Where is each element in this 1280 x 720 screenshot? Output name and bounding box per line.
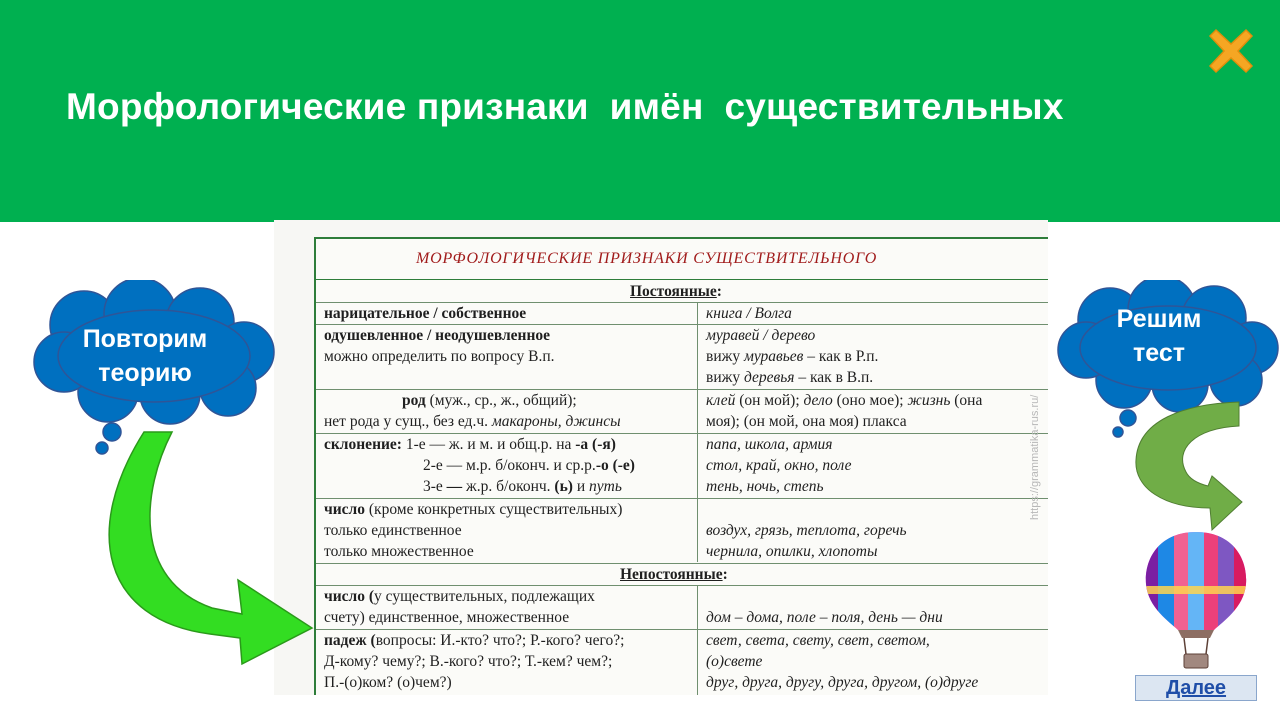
close-x-icon[interactable] [1208,28,1254,74]
table-cell: друг, друга, другу, друга, другом, (о)друге [706,674,979,691]
hot-air-balloon-icon [1140,530,1252,670]
table-cell: папа, школа, армия [706,436,833,453]
constant-header: Постоянные: [630,283,722,300]
table-cell: только множественное [324,543,474,560]
curved-arrow-left-icon [92,430,314,670]
table-cell: стол, край, окно, поле [706,457,852,474]
table-cell: число (у существительных, подлежащих [324,588,595,605]
table-cell: вижу муравьев – как в Р.п. [706,348,879,365]
table-cell: вижу деревья – как в В.п. [706,369,874,386]
table-frame [314,237,1048,695]
table-cell: воздух, грязь, теплота, горечь [706,522,907,539]
cloud-left-line1: Повторим [82,325,208,353]
table-cell: 3-е — ж.р. б/оконч. (ь) и путь [423,478,622,495]
cloud-right-line1: Решим [1116,305,1202,333]
curved-arrow-right-icon [1134,400,1244,535]
table-cell: род (муж., ср., ж., общий); [402,392,577,409]
table-cell: склонение: 1-е — ж. и м. и общ.р. на -а (-я) [324,436,616,453]
table-cell: П.-(о)ком? (о)чем?) [324,674,452,691]
table-cell: моя); (он мой, она моя) плакса [706,413,907,430]
table-cell: Д-кому? чему?; В.-кого? что?; Т.-кем? чем?; [324,653,613,670]
table-title: МОРФОЛОГИЧЕСКИЕ ПРИЗНАКИ СУЩЕСТВИТЕЛЬНОГО [316,239,1048,280]
cloud-right-line2: тест [1133,339,1185,367]
table-cell: одушевленное / неодушевленное [324,327,551,344]
table-cell: нет рода у сущ., без ед.ч. макароны, джинсы [324,413,621,430]
table-cell: чернила, опилки, хлопоты [706,543,878,560]
table-cell: нарицательное / собственное [324,305,527,322]
table-cell: книга / Волга [706,305,792,322]
next-button-label: Далее [1165,677,1227,699]
variable-header: Непостоянные: [620,566,728,583]
table-cell: клей (он мой); дело (оно мое); жизнь (она [706,392,983,409]
table-cell: муравей / дерево [706,327,816,344]
next-button[interactable] [1135,675,1257,701]
table-cell: счету) единственное, множественное [324,609,570,626]
table-cell: тень, ночь, степь [706,478,824,495]
table-cell: можно определить по вопросу В.п. [324,348,555,365]
table-cell: 2-е — м.р. б/оконч. и ср.р.-о (-е) [423,457,635,474]
table-cell: свет, света, свету, свет, светом, [706,632,930,649]
morphology-table [274,220,1048,695]
table-cell: число (кроме конкретных существительных) [324,501,623,518]
cloud-left-line2: теорию [98,359,192,387]
table-cell: только единственное [324,522,462,539]
slide-title: Морфологические признаки имён существительных [66,86,1064,127]
table-cell: (о)свете [706,653,763,670]
table-cell: падеж (вопросы: И.-кто? что?; Р.-кого? чего?; [324,632,625,649]
table-cell: дом – дома, поле – поля, день — дни [706,609,943,626]
watermark: https://grammatika-rus.ru/ [1029,394,1041,520]
